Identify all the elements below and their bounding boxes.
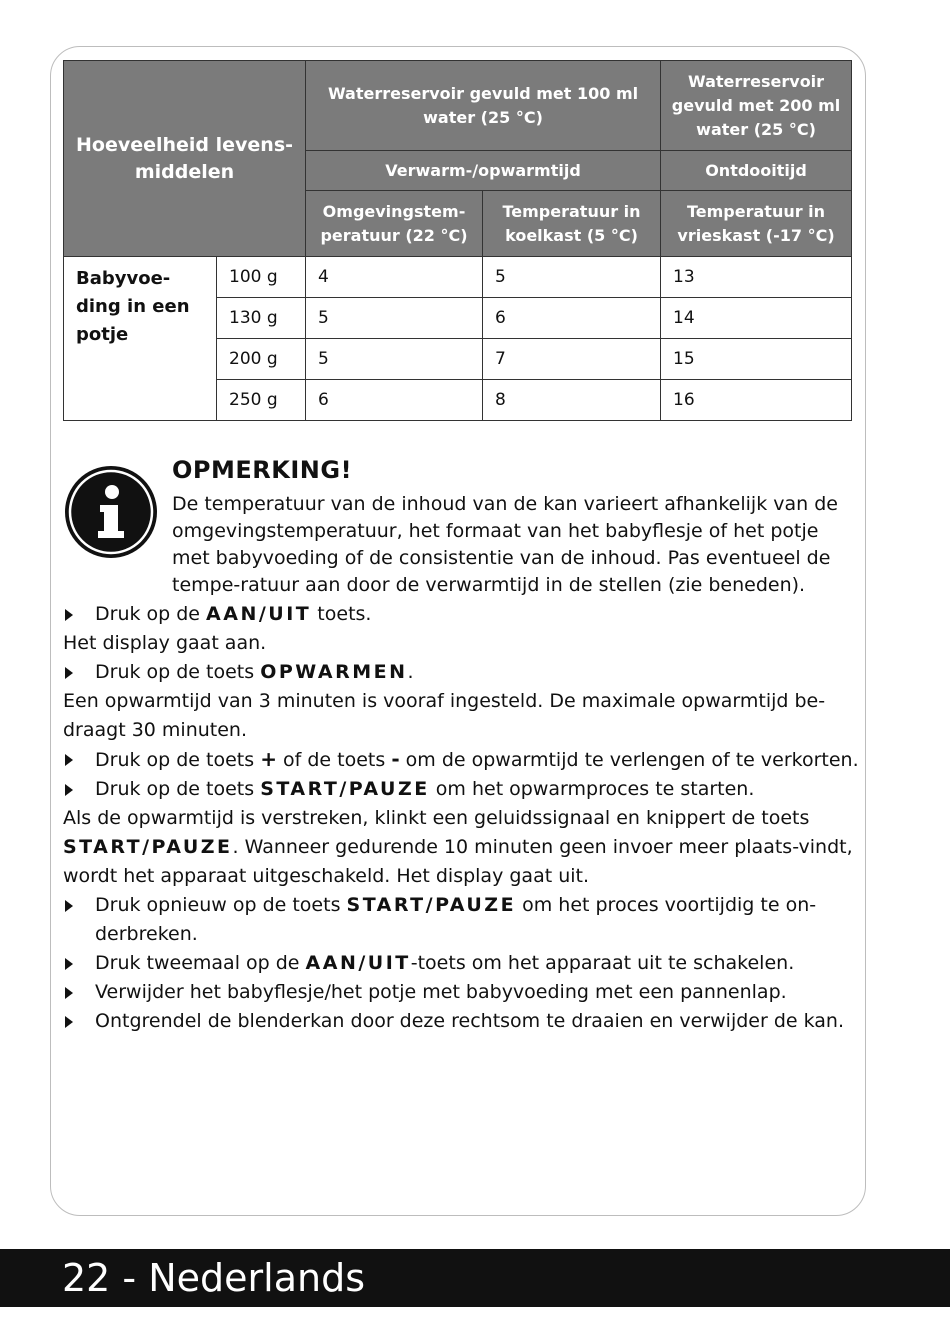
cell-ambient: 4 bbox=[306, 257, 483, 298]
row-label-babyfood: Babyvoe- ding in een potje bbox=[64, 257, 217, 421]
cell-fridge: 8 bbox=[483, 380, 661, 421]
step-text: Druk op de toets bbox=[95, 778, 261, 800]
step-text: Druk opnieuw op de toets bbox=[95, 894, 347, 916]
page-number-label: 22 - Nederlands bbox=[62, 1256, 365, 1300]
cell-freezer: 13 bbox=[661, 257, 852, 298]
bullet-icon bbox=[65, 987, 73, 999]
key-onoff: AAN/UIT bbox=[305, 952, 411, 974]
cell-ambient: 5 bbox=[306, 298, 483, 339]
step-text: om het proces voortijdig te on-derbreken. bbox=[95, 894, 817, 945]
table-corner-header bbox=[64, 61, 306, 257]
step-text: om de opwarmtijd te verlengen of te verkorten. bbox=[399, 749, 859, 771]
key-onoff: AAN/UIT bbox=[206, 603, 312, 625]
heating-time-table bbox=[63, 60, 852, 421]
info-icon bbox=[64, 465, 158, 559]
step-text: . bbox=[407, 661, 414, 683]
step-start bbox=[63, 775, 863, 804]
key-warm: OPWARMEN bbox=[260, 661, 408, 683]
bullet-icon bbox=[65, 609, 73, 621]
paragraph-display-on: Het display gaat aan. bbox=[63, 632, 267, 654]
sub-header-defrost: Ontdooitijd bbox=[661, 151, 852, 191]
bullet-icon bbox=[65, 900, 73, 912]
cell-fridge: 7 bbox=[483, 339, 661, 380]
key-minus: - bbox=[391, 747, 400, 771]
step-text: toets. bbox=[311, 603, 372, 625]
cell-fridge: 6 bbox=[483, 298, 661, 339]
note-text: De temperatuur van de inhoud van de kan varieert afhankelijk van de omgevingstemperatuur, het formaat van het babyflesje of het potje met babyvoeding of de consistentie van de inhoud. Pas eventueel de tempe-ratuur aan door de verwarmtijd in de stellen (zie beneden). bbox=[172, 493, 838, 596]
instructions bbox=[63, 600, 863, 1036]
key-startpause: START/PAUZE bbox=[260, 778, 430, 800]
cell-amount: 250 g bbox=[217, 380, 306, 421]
note-title: OPMERKING! bbox=[172, 456, 353, 484]
col-ambient: Omgevingstem- peratuur (22 °C) bbox=[306, 191, 483, 257]
step-text: Druk op de toets bbox=[95, 661, 261, 683]
col-group-100ml: Waterreservoir gevuld met 100 ml water (25 °C) bbox=[306, 61, 661, 151]
sub-header-heating: Verwarm-/opwarmtijd bbox=[306, 151, 661, 191]
paragraph-warm-time: Een opwarmtijd van 3 minuten is vooraf ingesteld. De maximale opwarmtijd be-draagt 30 minuten. bbox=[63, 690, 826, 741]
cell-amount: 130 g bbox=[217, 298, 306, 339]
cell-freezer: 14 bbox=[661, 298, 852, 339]
cell-ambient: 6 bbox=[306, 380, 483, 421]
paragraph-text: Als de opwarmtijd is verstreken, klinkt een geluidssignaal en knippert de toets bbox=[63, 807, 810, 829]
step-power-on bbox=[63, 600, 863, 629]
step-text: Verwijder het babyflesje/het potje met babyvoeding met een pannenlap. bbox=[95, 981, 787, 1003]
bullet-icon bbox=[65, 754, 73, 766]
key-plus: + bbox=[260, 747, 277, 771]
col-freezer: Temperatuur in vrieskast (-17 °C) bbox=[661, 191, 852, 257]
cell-amount: 200 g bbox=[217, 339, 306, 380]
step-warm bbox=[63, 658, 863, 687]
key-startpause: START/PAUZE bbox=[63, 836, 233, 858]
bullet-icon bbox=[65, 784, 73, 796]
cell-freezer: 16 bbox=[661, 380, 852, 421]
bullet-icon bbox=[65, 667, 73, 679]
step-text: Druk op de bbox=[95, 603, 207, 625]
step-unlock-jar bbox=[63, 1007, 863, 1036]
step-interrupt bbox=[63, 891, 863, 949]
key-startpause: START/PAUZE bbox=[346, 894, 517, 916]
step-text: om het opwarmproces te starten. bbox=[429, 778, 755, 800]
bullet-icon bbox=[65, 1016, 73, 1028]
step-text: -toets om het apparaat uit te schakelen. bbox=[410, 952, 795, 974]
cell-amount: 100 g bbox=[217, 257, 306, 298]
col-group-200ml: Waterreservoir gevuld met 200 ml water (25 °C) bbox=[661, 61, 852, 151]
cell-fridge: 5 bbox=[483, 257, 661, 298]
paragraph-finished bbox=[63, 804, 863, 891]
bullet-icon bbox=[65, 958, 73, 970]
step-text: Ontgrendel de blenderkan door deze rechtsom te draaien en verwijder de kan. bbox=[95, 1010, 845, 1032]
corner-header-text: Hoeveelheid levens- middelen bbox=[75, 133, 294, 183]
paragraph-text: . Wanneer gedurende 10 minuten geen invoer meer plaats-vindt, wordt het apparaat uitgeschakeld. Het display gaat uit. bbox=[63, 836, 853, 887]
step-text: Druk tweemaal op de bbox=[95, 952, 306, 974]
col-fridge: Temperatuur in koelkast (5 °C) bbox=[483, 191, 661, 257]
page-footer bbox=[0, 1249, 950, 1307]
step-adjust-time bbox=[63, 745, 863, 775]
step-power-off bbox=[63, 949, 863, 978]
cell-freezer: 15 bbox=[661, 339, 852, 380]
step-remove-bottle bbox=[63, 978, 863, 1007]
step-text: Druk op de toets bbox=[95, 749, 261, 771]
step-text: of de toets bbox=[276, 749, 392, 771]
table-row bbox=[64, 257, 852, 298]
cell-ambient: 5 bbox=[306, 339, 483, 380]
